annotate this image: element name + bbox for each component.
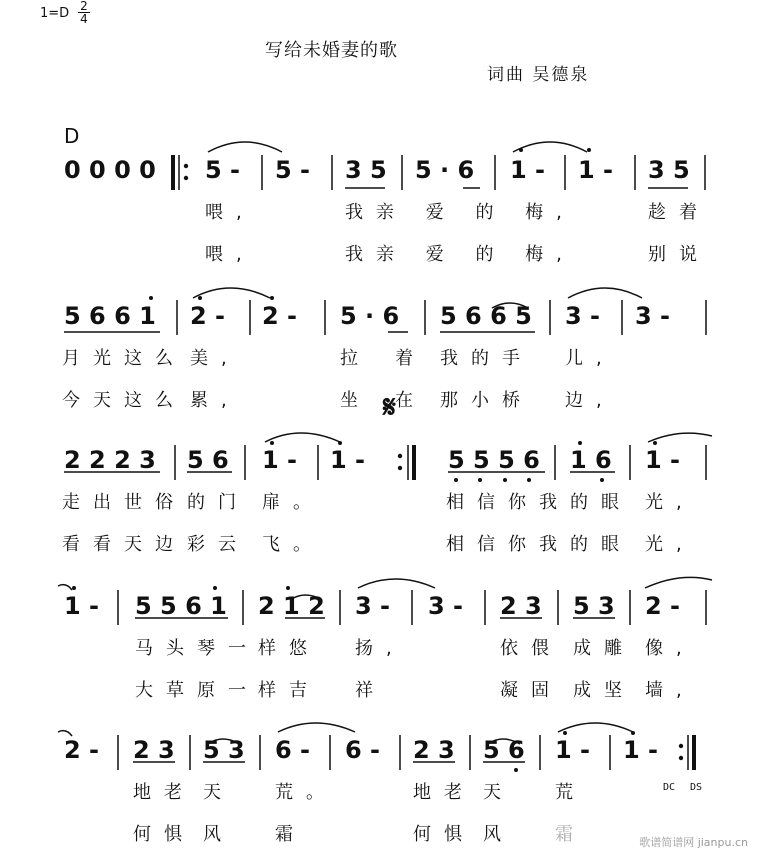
- measure: 5 -: [275, 156, 311, 184]
- measure: 1 -: [555, 736, 591, 764]
- dc-mark: DC: [663, 782, 676, 793]
- measure: 5 6 6 1: [64, 302, 156, 330]
- lyric: 的眼: [570, 534, 632, 555]
- key-label: D: [64, 124, 80, 148]
- ds-mark: DS: [690, 782, 703, 793]
- tie: [290, 595, 322, 600]
- segno-sign: 𝄋: [383, 390, 396, 425]
- measure: 1 -: [623, 736, 659, 764]
- lyric: 相信你我: [446, 492, 570, 513]
- measure: 1 -: [262, 446, 298, 474]
- tie: [208, 142, 282, 152]
- lyric: 相信你我: [446, 534, 570, 555]
- lyric: 大草原一: [135, 680, 259, 701]
- lyric: 天: [483, 782, 514, 803]
- measure: 5 6 6 5: [440, 302, 532, 330]
- watermark: 歌谱简谱网 jianpu.cn: [639, 836, 748, 849]
- lyric: 着: [395, 348, 426, 369]
- lyric: 祥: [355, 680, 386, 701]
- measure: 3 -: [355, 592, 391, 620]
- measure: 1 -: [330, 446, 366, 474]
- lyric: 霜: [555, 824, 586, 845]
- octave-dot: [587, 148, 591, 152]
- measure: 1 -: [645, 446, 681, 474]
- lyric: 像,: [645, 638, 695, 659]
- lyric: 扉。: [262, 492, 324, 513]
- low-octave-dot: [454, 478, 458, 482]
- octave-dot: [270, 296, 274, 300]
- measure: 5 6: [483, 736, 525, 764]
- tie: [492, 303, 528, 308]
- octave-dot: [578, 441, 582, 445]
- octave-dot: [213, 586, 217, 590]
- tie: [265, 433, 340, 442]
- tie: [513, 142, 587, 152]
- measure: 5 5 6 1: [135, 592, 227, 620]
- measure: 2 3: [133, 736, 175, 764]
- tie: [568, 288, 642, 298]
- octave-dot: [563, 731, 567, 735]
- lyric: 坐: [340, 390, 371, 411]
- tie: [648, 433, 712, 442]
- measure: 5 3: [203, 736, 245, 764]
- tie: [58, 731, 72, 736]
- lyric: 荒: [555, 782, 586, 803]
- measure: 2 -: [64, 736, 100, 764]
- measure: 5 3: [573, 592, 615, 620]
- lyric: 在: [395, 390, 426, 411]
- lyric: 依偎: [500, 638, 562, 659]
- low-octave-dot: [503, 478, 507, 482]
- lyric: 喂,: [205, 202, 255, 223]
- octave-dot: [519, 148, 523, 152]
- time-top: 2: [80, 0, 88, 13]
- lyric: 风: [203, 824, 234, 845]
- measure: 6 -: [345, 736, 381, 764]
- lyric: 光,: [645, 492, 695, 513]
- measure: 2 -: [645, 592, 681, 620]
- lyric: 地老: [413, 782, 475, 803]
- lyric: 何惧: [413, 824, 475, 845]
- lyric: 月光这么: [62, 348, 186, 369]
- tie: [193, 288, 270, 298]
- song-title: 写给未婚妻的歌: [265, 40, 398, 61]
- measure: 5 · 6: [415, 156, 475, 184]
- lyric: 风: [483, 824, 514, 845]
- octave-dot: [270, 441, 274, 445]
- lyric: 的门: [187, 492, 249, 513]
- lyric: 美,: [190, 348, 240, 369]
- repeat-dot: [398, 454, 402, 458]
- lyric: 凝固: [500, 680, 562, 701]
- octave-dot: [653, 441, 657, 445]
- lyric: 边,: [565, 390, 615, 411]
- measure: 1 -: [64, 592, 100, 620]
- measure: 3 5: [345, 156, 387, 184]
- measure: 5 6: [187, 446, 229, 474]
- lyric: 儿,: [565, 348, 615, 369]
- lyric: 别说: [648, 244, 710, 265]
- measure: 6 -: [275, 736, 311, 764]
- lyric: 天: [203, 782, 234, 803]
- lyric: 累,: [190, 390, 240, 411]
- lyric: 我亲 爱 的 梅,: [345, 244, 575, 265]
- repeat-dot: [184, 176, 188, 180]
- measure: 2 2 2 3: [64, 446, 156, 474]
- octave-dot: [198, 296, 202, 300]
- tie: [278, 723, 355, 732]
- lyric: 那小桥: [440, 390, 533, 411]
- measure: 3 5: [648, 156, 690, 184]
- low-octave-dot: [600, 478, 604, 482]
- repeat-dot: [679, 744, 683, 748]
- low-octave-dot: [527, 478, 531, 482]
- measure: 5 5 5 6: [448, 446, 540, 474]
- lyric: 马头琴一: [135, 638, 259, 659]
- lyric: 何惧: [133, 824, 195, 845]
- tie: [645, 577, 712, 588]
- low-octave-dot: [478, 478, 482, 482]
- key-signature: 1=D: [40, 6, 70, 21]
- lyric: 荒。: [275, 782, 337, 803]
- octave-dot: [631, 731, 635, 735]
- lyric: 样吉: [258, 680, 320, 701]
- tie: [358, 579, 435, 588]
- measure: 5 -: [205, 156, 241, 184]
- lyric: 我的手: [440, 348, 533, 369]
- measure: 0 0 0 0: [64, 156, 156, 184]
- octave-dot: [286, 586, 290, 590]
- lyric: 拉: [340, 348, 371, 369]
- repeat-dot: [184, 164, 188, 168]
- lyric: 走出世俗: [62, 492, 186, 513]
- lyric: 霜: [275, 824, 306, 845]
- measure: 2 -: [262, 302, 298, 330]
- measure: 2 1 2: [258, 592, 325, 620]
- lyric: 地老: [133, 782, 195, 803]
- measure: 2 3: [413, 736, 455, 764]
- lyric: 的眼: [570, 492, 632, 513]
- lyric: 墙,: [645, 680, 695, 701]
- tie: [58, 585, 72, 590]
- lyric: 光,: [645, 534, 695, 555]
- tie: [208, 739, 240, 744]
- lyric: 成雕: [573, 638, 635, 659]
- lyric: 成坚: [573, 680, 635, 701]
- measure: 3 -: [428, 592, 464, 620]
- low-octave-dot: [514, 768, 518, 772]
- measure: 2 3: [500, 592, 542, 620]
- measure: 2 -: [190, 302, 226, 330]
- measure: 3 -: [565, 302, 601, 330]
- repeat-dot: [398, 466, 402, 470]
- song-credit: 词曲 吴德泉: [487, 65, 590, 85]
- lyric: 今天这么: [62, 390, 186, 411]
- octave-dot: [149, 296, 153, 300]
- lyric: 趁着: [648, 202, 710, 223]
- octave-dot: [338, 441, 342, 445]
- lyric: 飞。: [262, 534, 324, 555]
- measure: 1 -: [510, 156, 546, 184]
- tie: [558, 723, 633, 732]
- lyric: 扬,: [355, 638, 405, 659]
- lyric: 喂,: [205, 244, 255, 265]
- lyric: 彩云: [187, 534, 249, 555]
- lyric: 我亲 爱 的 梅,: [345, 202, 575, 223]
- measure: 3 -: [635, 302, 671, 330]
- lyric: 样悠: [258, 638, 320, 659]
- repeat-dot: [679, 756, 683, 760]
- measure: 5 · 6: [340, 302, 400, 330]
- time-bottom: 4: [78, 12, 90, 25]
- octave-dot: [72, 586, 76, 590]
- tie: [488, 739, 520, 744]
- measure: 1 6: [570, 446, 612, 474]
- measure: 1 -: [578, 156, 614, 184]
- lyric: 看看天边: [62, 534, 186, 555]
